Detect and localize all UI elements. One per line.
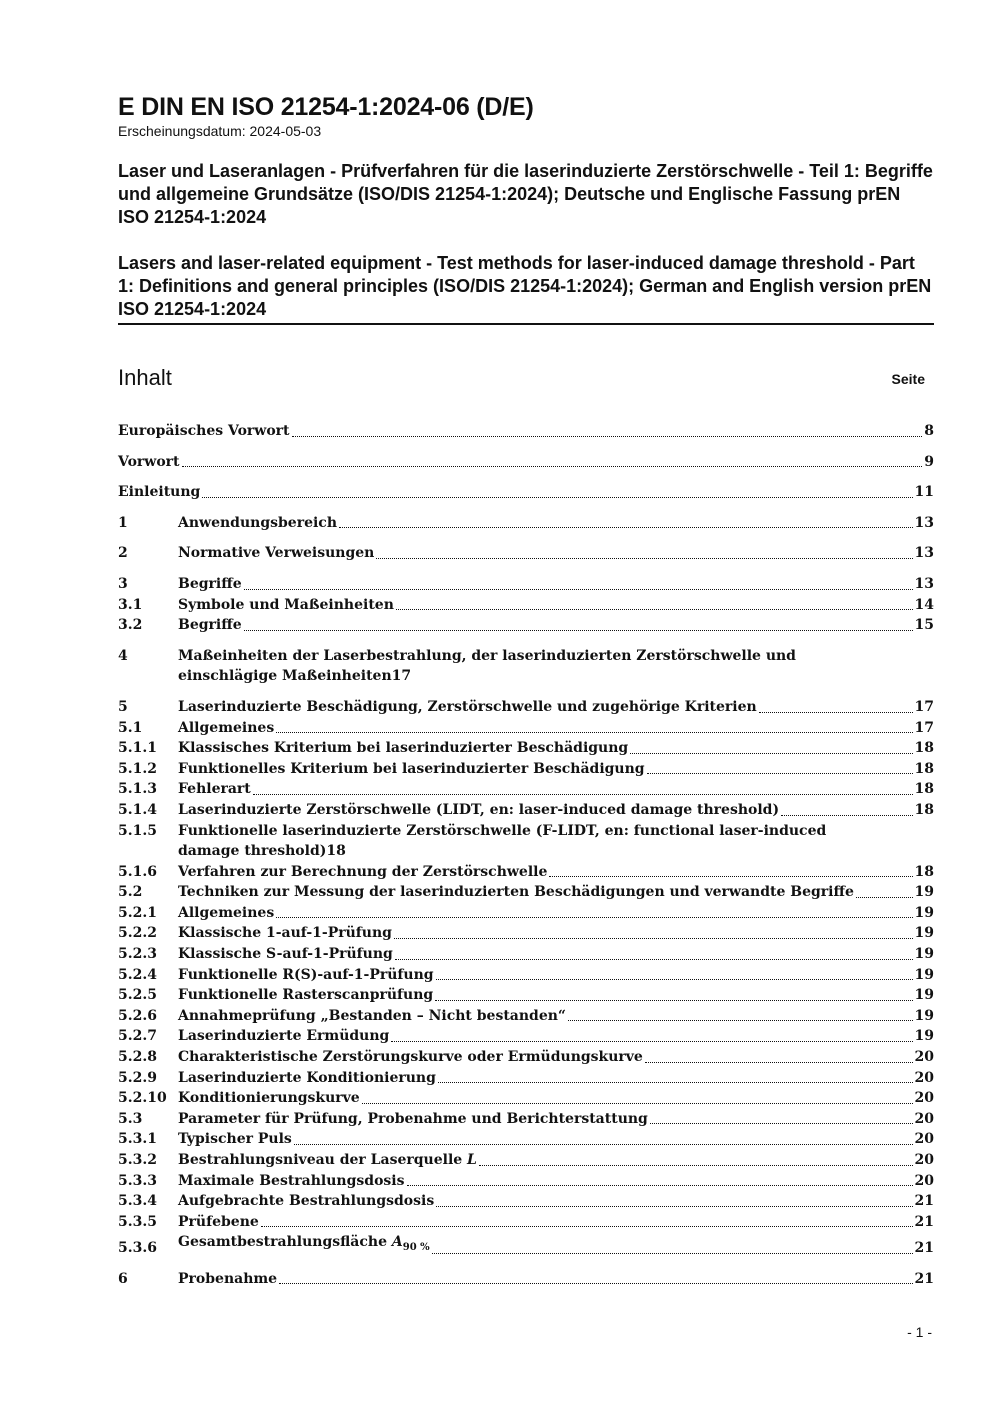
toc-entry-page: 19: [914, 987, 934, 1004]
toc-entry-page: 18: [914, 801, 934, 818]
symbol-l: L: [467, 1152, 477, 1168]
toc-entry-label: Techniken zur Messung der laserinduzierten Beschädigungen und verwandte Begriffe: [178, 884, 854, 901]
toc-entry[interactable]: [118, 1068, 934, 1089]
toc-entry-page: 8: [924, 423, 934, 439]
toc-leader-dots: [292, 436, 923, 437]
toc-leader-dots: [568, 1020, 913, 1021]
toc-entry[interactable]: [118, 1232, 934, 1258]
toc-entry[interactable]: [118, 482, 934, 503]
toc-leader-dots: [647, 773, 913, 774]
toc-leader-dots: [407, 1185, 913, 1186]
toc-entry-number: 5.2.3: [118, 946, 157, 963]
toc-entry-label: Laserinduzierte Konditionierung: [178, 1069, 436, 1086]
toc-entry[interactable]: [118, 862, 934, 883]
toc-entry-page: 18: [326, 843, 346, 860]
toc-entry[interactable]: [118, 882, 934, 903]
toc-entry-number: 3.1: [118, 596, 143, 613]
toc-leader-dots: [391, 1041, 912, 1042]
toc-entry-page: 20: [914, 1049, 934, 1066]
toc-entry[interactable]: [118, 985, 934, 1006]
title-english: Lasers and laser-related equipment - Test methods for laser-induced damage threshold - Part 1: Definitions and general principles (ISO/DIS 21254-1:2024); German and English version prEN ISO 21254-1:2024: [118, 252, 934, 325]
toc-entry[interactable]: [118, 1171, 934, 1192]
toc-entry-page: 19: [914, 904, 934, 921]
toc-entry-page: 9: [924, 453, 934, 470]
toc-entry-label: Begriffe: [178, 575, 242, 592]
toc-leader-dots: [276, 917, 912, 918]
toc-entry[interactable]: [118, 595, 934, 616]
toc-leader-dots: [435, 1000, 912, 1001]
toc-header: [118, 365, 934, 395]
toc-entry-label: Funktionelle R(S)-auf-1-Prüfung: [178, 966, 434, 983]
toc-entry-page: 19: [914, 946, 934, 963]
toc-leader-dots: [339, 527, 913, 528]
toc-entry-page: 19: [914, 884, 934, 901]
document-id: E DIN EN ISO 21254-1:2024-06 (D/E): [118, 93, 534, 121]
toc-entry-number: 1: [118, 514, 128, 531]
toc-entry-page: 17: [391, 668, 412, 685]
toc-entry[interactable]: [118, 574, 934, 595]
toc-entry-number: 5.2.4: [118, 966, 157, 983]
toc-entry-label: [178, 1232, 430, 1258]
toc-entry-number: 5.1: [118, 719, 143, 736]
toc-entry-number: 5.2.7: [118, 1028, 157, 1045]
toc-entry-number: 5.3.3: [118, 1172, 157, 1189]
toc-entry-label: Funktionelles Kriterium bei laserinduzierter Beschädigung: [178, 760, 645, 777]
toc-leader-dots: [759, 712, 913, 713]
toc-leader-dots: [781, 815, 912, 816]
toc-entry-label: Aufgebrachte Bestrahlungsdosis: [178, 1193, 435, 1210]
toc-entry-label: Einleitung: [118, 484, 201, 501]
toc-leader-dots: [438, 1082, 913, 1083]
toc-entry-label: Laserinduzierte Ermüdung: [178, 1028, 390, 1045]
toc-leader-dots: [549, 876, 912, 877]
toc-entry-page: 20: [914, 1110, 934, 1127]
toc-entry-page: 20: [914, 1152, 934, 1168]
toc-entry[interactable]: [118, 513, 934, 534]
toc-entry-label: Allgemeines: [178, 904, 275, 921]
symbol-subscript: 90 %: [402, 1242, 430, 1254]
toc-entry-label: Vorwort: [118, 453, 180, 470]
symbol-a: A: [391, 1234, 403, 1251]
publication-date: Erscheinungsdatum: 2024-05-03: [118, 123, 322, 139]
toc-entry-label-line2: einschlägige Maßeinheiten: [178, 668, 392, 685]
toc-entry-number: 5.1.4: [118, 801, 157, 818]
toc-entry-number: 5.2.9: [118, 1069, 157, 1086]
toc-leader-dots: [276, 732, 912, 733]
toc-entry-label: Klassische S-auf-1-Prüfung: [178, 946, 393, 963]
toc-entry-label: Klassische 1-auf-1-Prüfung: [178, 925, 392, 942]
toc-entry-label: Typischer Puls: [178, 1131, 292, 1148]
document-page: [118, 92, 934, 1289]
toc-entry-page: 20: [914, 1172, 934, 1189]
toc-entry-page: 13: [914, 545, 934, 562]
toc-entry[interactable]: [118, 1006, 934, 1027]
toc-entry-number: 3.2: [118, 617, 143, 634]
toc-entry-label: Laserinduzierte Zerstörschwelle (LIDT, en: laser-induced damage threshold): [178, 801, 780, 818]
toc-entry[interactable]: [118, 759, 934, 780]
toc-leader-dots: [394, 938, 913, 939]
page-number: - 1 -: [907, 1324, 932, 1340]
toc-entry-label: Annahmeprüfung „Bestanden – Nicht bestanden“: [178, 1007, 566, 1024]
toc-leader-dots: [244, 589, 913, 590]
toc-entry-page: 18: [914, 863, 934, 880]
toc-entry-page: 19: [914, 925, 934, 942]
toc-entry-label: Anwendungsbereich: [178, 514, 337, 531]
toc-entry-number: 5.2.2: [118, 925, 157, 942]
toc-entry-label: Probenahme: [178, 1270, 278, 1287]
toc-entry[interactable]: [118, 697, 934, 718]
toc-entry[interactable]: [118, 965, 934, 986]
toc-entry-number: 5.1.5: [118, 822, 157, 839]
toc-entry-page: 19: [914, 966, 934, 983]
toc-leader-dots: [279, 1283, 912, 1284]
toc-entry-label: Parameter für Prüfung, Probenahme und Berichterstattung: [178, 1110, 648, 1127]
toc-entry-number: 5.1.2: [118, 760, 157, 777]
toc-entry-page: 18: [914, 781, 934, 798]
toc-leader-dots: [650, 1123, 913, 1124]
toc-leader-dots: [244, 630, 913, 631]
toc-entry-page: 21: [914, 1240, 934, 1257]
toc-entry-number: 5.2: [118, 884, 143, 901]
toc-entry-number: 5.2.6: [118, 1007, 157, 1024]
toc-entry-page: 17: [914, 698, 934, 715]
toc-entry-page: 13: [914, 514, 934, 531]
toc-leader-dots: [182, 466, 923, 467]
toc-entry[interactable]: [118, 615, 934, 636]
toc-entry-number: 5.3: [118, 1110, 143, 1127]
toc-entry-page: 18: [914, 740, 934, 757]
toc-page-label: Seite: [891, 371, 925, 387]
toc-entry-page: 11: [914, 484, 934, 501]
toc-entry-label: Maximale Bestrahlungsdosis: [178, 1172, 405, 1189]
toc-leader-dots: [436, 1206, 912, 1207]
toc-leader-dots: [479, 1165, 913, 1166]
toc-entry-page: 19: [914, 1007, 934, 1024]
toc-entry-page: 13: [914, 575, 934, 592]
toc-leader-dots: [856, 897, 913, 898]
toc-entry[interactable]: [118, 779, 934, 800]
toc-leader-dots: [253, 794, 913, 795]
toc-entry-number: 4: [118, 647, 128, 664]
toc-leader-dots: [395, 959, 913, 960]
toc-entry[interactable]: [118, 1026, 934, 1047]
toc-leader-dots: [630, 753, 912, 754]
toc-entry-page: 17: [914, 719, 934, 736]
toc-entry-label-line1: Maßeinheiten der Laserbestrahlung, der laserinduzierten Zerstörschwelle und: [178, 647, 796, 664]
toc-entry[interactable]: [118, 1109, 934, 1130]
toc-entry-number: 5.2.8: [118, 1049, 157, 1066]
toc-entry-label: Klassisches Kriterium bei laserinduzierter Beschädigung: [178, 740, 629, 757]
toc-entry[interactable]: [118, 800, 934, 821]
toc-entry-label-text: Bestrahlungsniveau der Laserquelle: [178, 1152, 463, 1168]
toc-entry-number: 5.3.6: [118, 1240, 157, 1257]
toc-entry-label: Charakteristische Zerstörungskurve oder Ermüdungskurve: [178, 1049, 643, 1066]
toc-entry[interactable]: [118, 944, 934, 965]
toc-entry-page: 20: [914, 1069, 934, 1086]
toc-entry-number: 5.1.6: [118, 863, 157, 880]
table-of-contents: [118, 421, 934, 1289]
toc-entry-number: 3: [118, 575, 128, 592]
toc-entry[interactable]: [118, 646, 934, 687]
toc-entry-label-text: Gesamtbestrahlungsfläche: [178, 1234, 387, 1251]
toc-entry[interactable]: [118, 1047, 934, 1068]
toc-entry-number: 2: [118, 545, 128, 562]
toc-entry-label: Prüfebene: [178, 1213, 259, 1230]
toc-entry-number: 5: [118, 698, 128, 715]
toc-entry[interactable]: [118, 738, 934, 759]
toc-entry-number: 5.3.1: [118, 1131, 157, 1148]
toc-entry-number: 5.2.10: [118, 1090, 167, 1107]
toc-entry-number: 5.2.5: [118, 987, 157, 1004]
toc-entry-page: 21: [914, 1270, 934, 1287]
toc-entry-number: 5.1.3: [118, 781, 157, 798]
toc-leader-dots: [436, 979, 913, 980]
toc-leader-dots: [202, 497, 912, 498]
toc-leader-dots: [261, 1226, 913, 1227]
toc-entry-page: 15: [914, 617, 934, 634]
toc-entry[interactable]: [118, 1088, 934, 1109]
toc-entry-label: Verfahren zur Berechnung der Zerstörschwelle: [178, 863, 548, 880]
toc-entry-number: 5.3.2: [118, 1152, 157, 1168]
toc-entry[interactable]: [118, 1212, 934, 1233]
toc-leader-dots: [432, 1253, 913, 1254]
toc-leader-dots: [294, 1144, 913, 1145]
toc-entry-label-line1: Funktionelle laserinduzierte Zerstörschwelle (F-LIDT, en: functional laser-induced: [178, 822, 827, 839]
toc-entry-page: 19: [914, 1028, 934, 1045]
toc-entry-label: Konditionierungskurve: [178, 1090, 360, 1107]
toc-entry-label: Allgemeines: [178, 719, 275, 736]
toc-entry[interactable]: [118, 1150, 934, 1171]
toc-entry-number: 5.2.1: [118, 904, 157, 921]
toc-entry-page: 20: [914, 1090, 934, 1107]
toc-entry[interactable]: [118, 543, 934, 564]
toc-entry-label: Fehlerart: [178, 781, 251, 798]
toc-entry[interactable]: [118, 1129, 934, 1150]
toc-entry-page: 18: [914, 760, 934, 777]
toc-entry-page: 21: [914, 1193, 934, 1210]
toc-entry-number: 5.3.5: [118, 1213, 157, 1230]
toc-entry-page: 14: [914, 596, 934, 613]
toc-entry-label: Normative Verweisungen: [178, 545, 375, 562]
toc-entry-number: 5.3.4: [118, 1193, 157, 1210]
toc-entry[interactable]: [118, 923, 934, 944]
toc-entry[interactable]: [118, 1269, 934, 1290]
toc-entry[interactable]: [118, 821, 934, 862]
toc-entry-label-line2: damage threshold): [178, 843, 327, 860]
toc-entry-page: 21: [914, 1213, 934, 1230]
toc-leader-dots: [645, 1062, 913, 1063]
toc-title: Inhalt: [118, 365, 172, 390]
title-german: Laser und Laseranlagen - Prüfverfahren für die laserinduzierte Zerstörschwelle - Teil 1: Begriffe und allgemeine Grundsätze (ISO/DIS 21254-1:2024); Deutsche und Englische Fassung prEN ISO 21254-1:2024: [118, 161, 933, 227]
toc-entry[interactable]: [118, 421, 934, 442]
toc-entry-page: 20: [914, 1131, 934, 1148]
toc-entry-label: Begriffe: [178, 617, 242, 634]
toc-entry[interactable]: [118, 452, 934, 473]
toc-entry-label: [178, 1150, 477, 1171]
toc-entry-label: Funktionelle Rasterscanprüfung: [178, 987, 434, 1004]
toc-entry[interactable]: [118, 903, 934, 924]
toc-entry-number: 6: [118, 1270, 128, 1287]
toc-entry-label: Symbole und Maßeinheiten: [178, 596, 394, 613]
toc-entry-number: 5.1.1: [118, 740, 157, 757]
toc-leader-dots: [362, 1103, 913, 1104]
toc-entry[interactable]: [118, 1191, 934, 1212]
toc-leader-dots: [396, 609, 913, 610]
toc-entry-label: Europäisches Vorwort: [118, 423, 290, 439]
toc-entry-label: Laserinduzierte Beschädigung, Zerstörschwelle und zugehörige Kriterien: [178, 698, 757, 715]
toc-entry[interactable]: [118, 718, 934, 739]
toc-leader-dots: [376, 558, 912, 559]
